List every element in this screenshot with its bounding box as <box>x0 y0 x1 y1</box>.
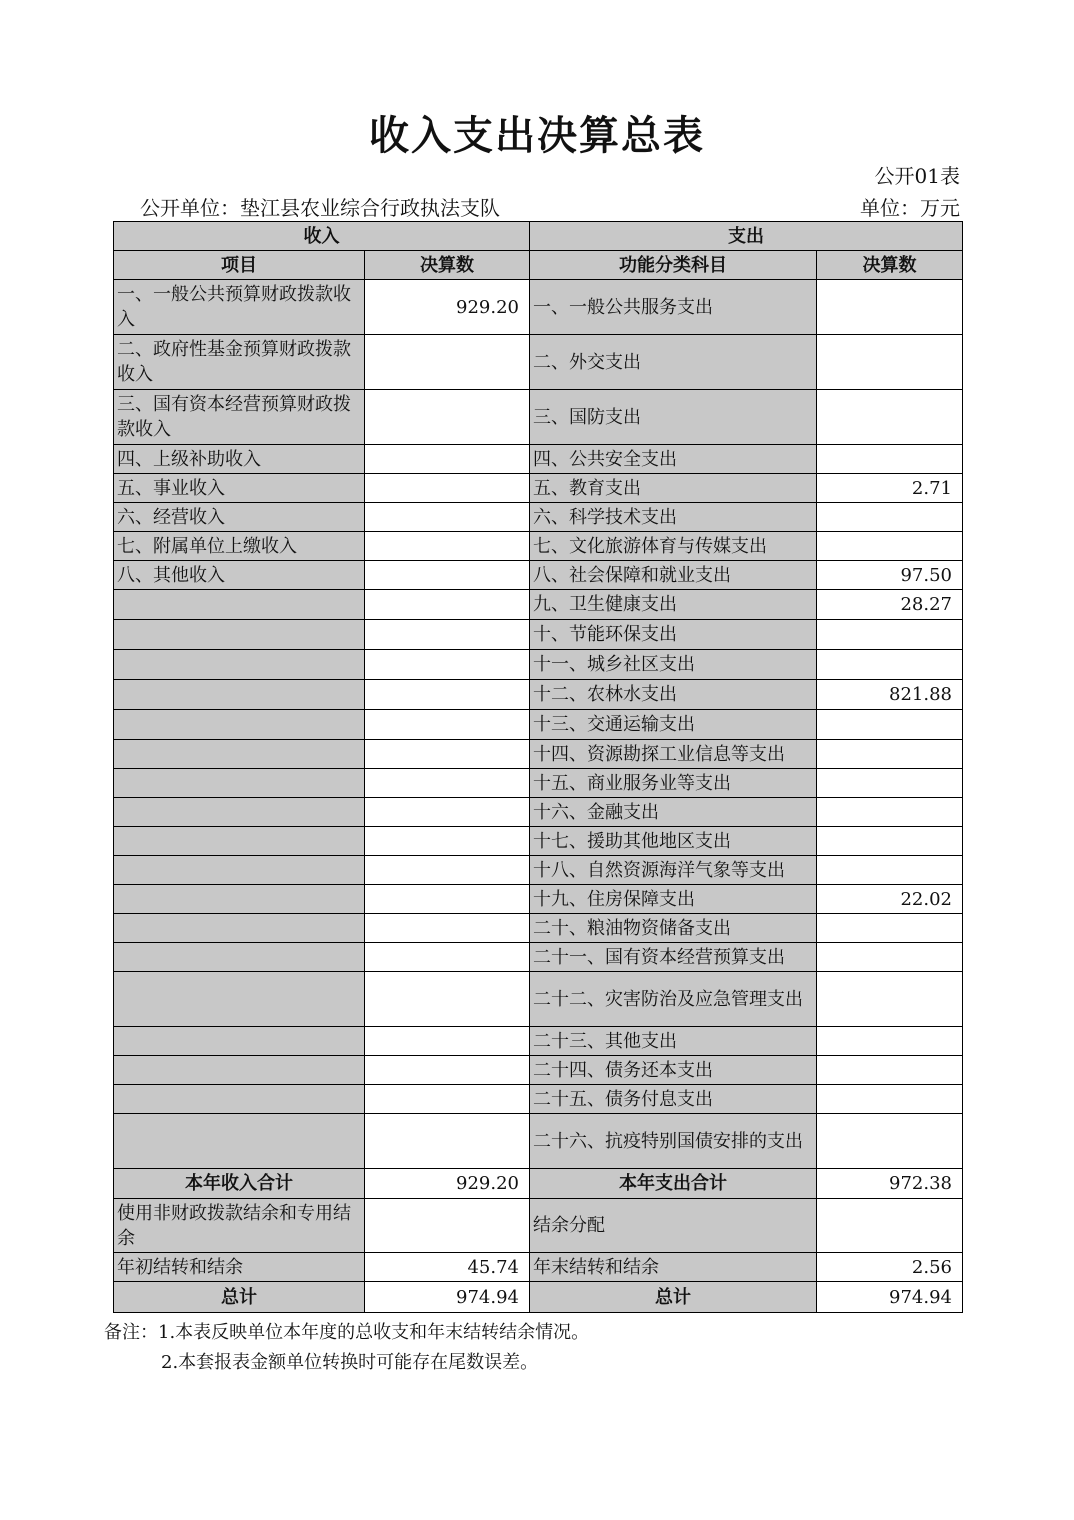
year-expense-total-amount: 972.38 <box>817 1169 963 1199</box>
table-row <box>114 972 963 1027</box>
expense-item-cell: 二十二、灾害防治及应急管理支出 <box>530 972 817 1027</box>
income-amount-cell <box>365 740 530 769</box>
income-item-cell <box>114 680 365 710</box>
expense-item-cell: 十六、金融支出 <box>530 798 817 827</box>
year-income-total-amount: 929.20 <box>365 1169 530 1199</box>
income-item-cell <box>114 1027 365 1056</box>
income-amount-cell <box>365 1027 530 1056</box>
income-item-cell <box>114 885 365 914</box>
expense-item-cell: 二十一、国有资本经营预算支出 <box>530 943 817 972</box>
expense-amount-cell <box>817 827 963 856</box>
income-item-cell: 四、上级补助收入 <box>114 445 365 474</box>
income-amount-cell <box>365 532 530 561</box>
year-income-total-label: 本年收入合计 <box>114 1169 365 1199</box>
table-row <box>114 1085 963 1114</box>
table-subheader-row <box>114 251 963 280</box>
income-amount-cell <box>365 561 530 590</box>
income-item-cell <box>114 1056 365 1085</box>
expense-item-cell: 六、科学技术支出 <box>530 503 817 532</box>
income-item-cell <box>114 620 365 650</box>
col-header-func-category: 功能分类科目 <box>530 251 817 280</box>
notes <box>104 1318 589 1378</box>
expense-item-cell: 二十四、债务还本支出 <box>530 1056 817 1085</box>
income-item-cell <box>114 769 365 798</box>
income-amount-cell <box>365 710 530 740</box>
expense-item-cell: 三、国防支出 <box>530 390 817 445</box>
expense-amount-cell <box>817 390 963 445</box>
table-row <box>114 680 963 710</box>
expense-item-cell: 二十五、债务付息支出 <box>530 1085 817 1114</box>
income-item-cell: 八、其他收入 <box>114 561 365 590</box>
expense-amount-cell: 22.02 <box>817 885 963 914</box>
expense-item-cell: 五、教育支出 <box>530 474 817 503</box>
income-item-cell: 七、附属单位上缴收入 <box>114 532 365 561</box>
expense-amount-cell <box>817 503 963 532</box>
expense-amount-cell <box>817 740 963 769</box>
income-amount-cell <box>365 827 530 856</box>
expense-amount-cell <box>817 620 963 650</box>
expense-amount-cell: 97.50 <box>817 561 963 590</box>
expense-amount-cell: 28.27 <box>817 590 963 620</box>
col-header-expense-amount: 决算数 <box>817 251 963 280</box>
expense-item-cell: 十八、自然资源海洋气象等支出 <box>530 856 817 885</box>
grand-expense-total-label: 总计 <box>530 1282 817 1313</box>
income-amount-cell <box>365 856 530 885</box>
col-header-item: 项目 <box>114 251 365 280</box>
income-item-cell <box>114 856 365 885</box>
income-amount-cell <box>365 474 530 503</box>
table-row <box>114 798 963 827</box>
income-item-cell: 一、一般公共预算财政拨款收入 <box>114 280 365 335</box>
income-item-cell <box>114 1114 365 1169</box>
income-amount-cell: 929.20 <box>365 280 530 335</box>
table-row <box>114 885 963 914</box>
table-row <box>114 620 963 650</box>
income-amount-cell <box>365 620 530 650</box>
expense-item-cell: 九、卫生健康支出 <box>530 590 817 620</box>
table-row <box>114 710 963 740</box>
note-2: 2.本套报表金额单位转换时可能存在尾数误差。 <box>161 1352 539 1373</box>
table-row <box>114 740 963 769</box>
income-amount-cell <box>365 1085 530 1114</box>
expense-item-cell: 十、节能环保支出 <box>530 620 817 650</box>
year-expense-total-label: 本年支出合计 <box>530 1169 817 1199</box>
begin-balance-label: 年初结转和结余 <box>114 1253 365 1282</box>
income-amount-cell <box>365 650 530 680</box>
expense-item-cell: 十五、商业服务业等支出 <box>530 769 817 798</box>
income-item-cell: 三、国有资本经营预算财政拨款收入 <box>114 390 365 445</box>
expense-amount-cell <box>817 1085 963 1114</box>
table-row <box>114 650 963 680</box>
begin-balance-amount: 45.74 <box>365 1253 530 1282</box>
income-amount-cell <box>365 798 530 827</box>
income-amount-cell <box>365 335 530 390</box>
table-row <box>114 532 963 561</box>
expense-item-cell: 二十三、其他支出 <box>530 1027 817 1056</box>
income-item-cell <box>114 972 365 1027</box>
grand-expense-total-amount: 974.94 <box>817 1282 963 1313</box>
table-header-row <box>114 222 963 251</box>
summary-row <box>114 1253 963 1282</box>
table-row <box>114 769 963 798</box>
expense-item-cell: 八、社会保障和就业支出 <box>530 561 817 590</box>
income-item-cell <box>114 943 365 972</box>
income-amount-cell <box>365 769 530 798</box>
expense-item-cell: 二十、粮油物资储备支出 <box>530 914 817 943</box>
table-row <box>114 1056 963 1085</box>
summary-row <box>114 1169 963 1199</box>
table-row <box>114 1114 963 1169</box>
expense-amount-cell <box>817 650 963 680</box>
income-section-header: 收入 <box>114 222 530 251</box>
expense-item-cell: 十七、援助其他地区支出 <box>530 827 817 856</box>
expense-amount-cell: 821.88 <box>817 680 963 710</box>
expense-item-cell: 四、公共安全支出 <box>530 445 817 474</box>
income-item-cell: 二、政府性基金预算财政拨款收入 <box>114 335 365 390</box>
income-item-cell: 六、经营收入 <box>114 503 365 532</box>
table-row <box>114 943 963 972</box>
income-amount-cell <box>365 503 530 532</box>
income-amount-cell <box>365 885 530 914</box>
expense-item-cell: 十四、资源勘探工业信息等支出 <box>530 740 817 769</box>
expense-amount-cell <box>817 335 963 390</box>
income-amount-cell <box>365 972 530 1027</box>
summary-row <box>114 1282 963 1313</box>
end-balance-label: 年末结转和结余 <box>530 1253 817 1282</box>
expense-item-cell: 十二、农林水支出 <box>530 680 817 710</box>
table-row <box>114 445 963 474</box>
expense-amount-cell <box>817 856 963 885</box>
summary-row <box>114 1199 963 1253</box>
income-amount-cell <box>365 1056 530 1085</box>
expense-amount-cell <box>817 532 963 561</box>
income-item-cell <box>114 590 365 620</box>
income-amount-cell <box>365 390 530 445</box>
end-balance-amount: 2.56 <box>817 1253 963 1282</box>
currency-unit: 单位：万元 <box>860 196 960 220</box>
expense-section-header: 支出 <box>530 222 963 251</box>
table-row <box>114 561 963 590</box>
nonfiscal-balance-label: 使用非财政拨款结余和专用结余 <box>114 1199 365 1253</box>
expense-amount-cell <box>817 445 963 474</box>
grand-income-total-amount: 974.94 <box>365 1282 530 1313</box>
form-code: 公开01表 <box>874 164 960 188</box>
income-item-cell <box>114 798 365 827</box>
income-amount-cell <box>365 445 530 474</box>
expense-amount-cell <box>817 972 963 1027</box>
balance-distribution-label: 结余分配 <box>530 1199 817 1253</box>
income-item-cell <box>114 740 365 769</box>
expense-item-cell: 二十六、抗疫特别国债安排的支出 <box>530 1114 817 1169</box>
expense-amount-cell <box>817 1114 963 1169</box>
expense-amount-cell <box>817 1056 963 1085</box>
reporting-unit: 公开单位：垫江县农业综合行政执法支队 <box>140 196 500 220</box>
expense-item-cell: 十三、交通运输支出 <box>530 710 817 740</box>
expense-amount-cell <box>817 943 963 972</box>
table-row <box>114 914 963 943</box>
table-row <box>114 503 963 532</box>
note-1: 备注：1.本表反映单位本年度的总收支和年末结转结余情况。 <box>104 1322 590 1343</box>
income-item-cell <box>114 710 365 740</box>
table-row <box>114 827 963 856</box>
expense-item-cell: 二、外交支出 <box>530 335 817 390</box>
page-title: 收入支出决算总表 <box>369 113 705 159</box>
table-row <box>114 335 963 390</box>
income-item-cell <box>114 650 365 680</box>
nonfiscal-balance-amount <box>365 1199 530 1253</box>
table-row <box>114 280 963 335</box>
table-row <box>114 590 963 620</box>
expense-item-cell: 一、一般公共服务支出 <box>530 280 817 335</box>
income-amount-cell <box>365 590 530 620</box>
income-amount-cell <box>365 680 530 710</box>
col-header-income-amount: 决算数 <box>365 251 530 280</box>
expense-amount-cell <box>817 1027 963 1056</box>
income-amount-cell <box>365 914 530 943</box>
income-item-cell <box>114 914 365 943</box>
expense-item-cell: 十九、住房保障支出 <box>530 885 817 914</box>
table-row <box>114 1027 963 1056</box>
income-item-cell <box>114 827 365 856</box>
income-expense-table <box>113 221 963 1313</box>
balance-distribution-amount <box>817 1199 963 1253</box>
income-amount-cell <box>365 943 530 972</box>
expense-item-cell: 十一、城乡社区支出 <box>530 650 817 680</box>
table-row <box>114 474 963 503</box>
income-amount-cell <box>365 1114 530 1169</box>
expense-amount-cell <box>817 769 963 798</box>
grand-income-total-label: 总计 <box>114 1282 365 1313</box>
expense-amount-cell <box>817 914 963 943</box>
expense-item-cell: 七、文化旅游体育与传媒支出 <box>530 532 817 561</box>
table-row <box>114 390 963 445</box>
expense-amount-cell <box>817 280 963 335</box>
expense-amount-cell <box>817 710 963 740</box>
income-item-cell: 五、事业收入 <box>114 474 365 503</box>
income-item-cell <box>114 1085 365 1114</box>
expense-amount-cell: 2.71 <box>817 474 963 503</box>
table-row <box>114 856 963 885</box>
expense-amount-cell <box>817 798 963 827</box>
